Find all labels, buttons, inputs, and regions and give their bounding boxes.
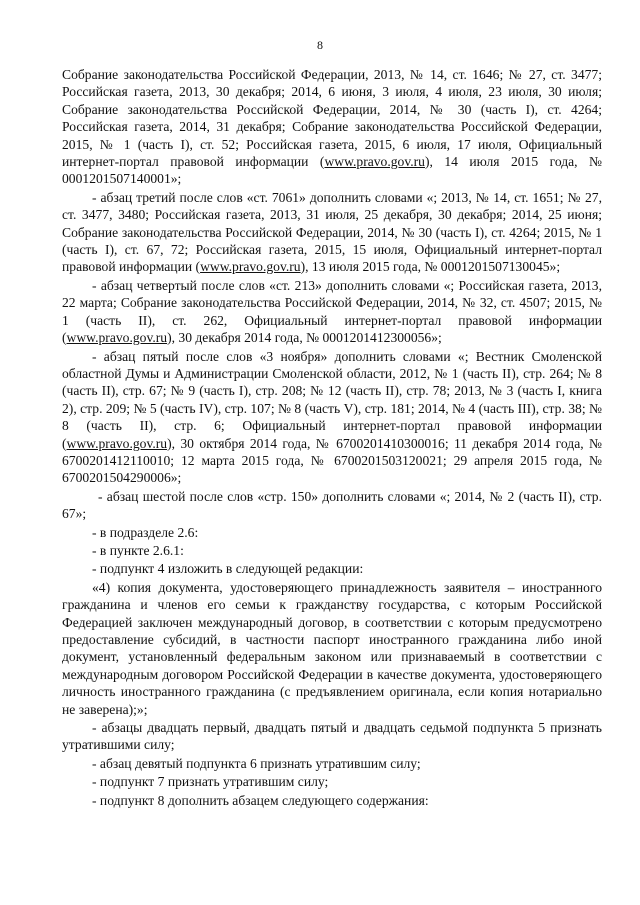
paragraph-abzac-pyatyy: - абзац пятый после слов «3 ноября» дополнить словами «; Вестник Смоленской областной Думы и Администрации Смоленской области, 2012, № 1 (часть II), стр. 264; № 8 (часть II), стр. 67; № 9 (часть I), стр. 208; № 12 (часть II), стр. 78; 2013, № 3 (часть I, книга 2), стр. 209; № 5 (часть IV), стр. 107; № 8 (часть V), стр. 181; 2014, № 4 (часть III), стр. 38; № 8 (часть II), стр. 6; Официальный интернет-портал правовой информации (www.pravo.gov.ru), 30 октября 2014 года, № 6700201410300016; 11 декабря 2014 года, № 6700201412110010; 12 марта 2015 года, № 6700201503120021; 29 апреля 2015 года, № 6700201504290006»; [62, 348, 602, 486]
page-number: 8 [317, 38, 323, 52]
paragraph-podpunkt-7: - подпункт 7 признать утратившим силу; [92, 774, 329, 790]
paragraph-podpunkt-4-text: «4) копия документа, удостоверяющего принадлежность заявителя – иностранного гражданина и членов его семьи к гражданству государства, с которым Российской Федерацией заключен международный договор, в соответствии с которым предусмотрено предоставление субсидий, в частности паспорт иностранного гражданина либо иной документ, установленный федеральным законом или признаваемый в соответствии с международным договором Российской Федерации в качестве документа, удостоверяющего личность иностранного гражданина (с предъявлением оригинала, если копия нотариально не заверена);»; [62, 579, 602, 717]
paragraph-abzac-chetvertyy: - абзац четвертый после слов «ст. 213» дополнить словами «; Российская газета, 2013, 22 марта; Собрание законодательства Российской Федерации, 2014, № 32, ст. 4507; 2015, № 1 (часть II), ст. 262, Официальный интернет-портал правовой информации (www.pravo.gov.ru), 30 декабря 2014 года, № 0001201412300056»; [62, 277, 602, 346]
paragraph-continuation: Собрание законодательства Российской Федерации, 2013, № 14, ст. 1646; № 27, ст. 3477; Российская газета, 2013, 30 декабря; 2014, 6 июня, 3 июля, 4 июля, 23 июля, 30 июля; Собрание законодательства Российской Федерации, 2014, № 30 (часть I), ст. 4264; Российская газета, 2014, 31 декабря; Собрание законодательства Российской Федерации, 2015, № 1 (часть I), ст. 52; Российская газета, 2015, 6 июля, 17 июля, Официальный интернет-портал правовой информации (www.pravo.gov.ru), 14 июля 2015 года, № 0001201507140001»; [62, 67, 602, 187]
paragraph-punkt-2-6-1: - в пункте 2.6.1: [92, 542, 184, 558]
paragraph-abzac-shestoy: - абзац шестой после слов «стр. 150» дополнить словами «; 2014, № 2 (часть II), стр. 67»; [62, 488, 602, 522]
pravo-portal-link[interactable]: www.pravo.gov.ru [66, 435, 168, 451]
paragraph-podpunkt-8: - подпункт 8 дополнить абзацем следующего содержания: [92, 792, 429, 808]
pravo-portal-link[interactable]: www.pravo.gov.ru [66, 330, 168, 346]
pravo-portal-link[interactable]: www.pravo.gov.ru [200, 259, 301, 275]
paragraph-podrazdel-2-6: - в подразделе 2.6: [92, 524, 199, 540]
paragraph-podpunkt-6: - абзац девятый подпункта 6 признать утратившим силу; [92, 755, 421, 771]
document-body [62, 66, 602, 810]
paragraph-podpunkt-5: - абзацы двадцать первый, двадцать пятый и двадцать седьмой подпункта 5 признать утратившими силу; [62, 720, 602, 753]
paragraph-podpunkt-4: - подпункт 4 изложить в следующей редакции: [92, 561, 364, 577]
pravo-portal-link[interactable]: www.pravo.gov.ru [324, 154, 425, 170]
paragraph-abzac-tretiy: - абзац третий после слов «ст. 7061» дополнить словами «; 2013, № 14, ст. 1651; № 27, ст. 3477, 3480; Российская газета, 2013, 31 июля, 25 декабря, 30 декабря; 2014, 25 июня; Собрание законодательства Российской Федерации, 2014, № 30 (часть I), ст. 4264; 2015, № 1 (часть I), ст. 67, 72; Российская газета, 2015, 15 июля, Официальный интернет-портал правовой информации (www.pravo.gov.ru), 13 июля 2015 года, № 0001201507130045»; [62, 189, 602, 275]
